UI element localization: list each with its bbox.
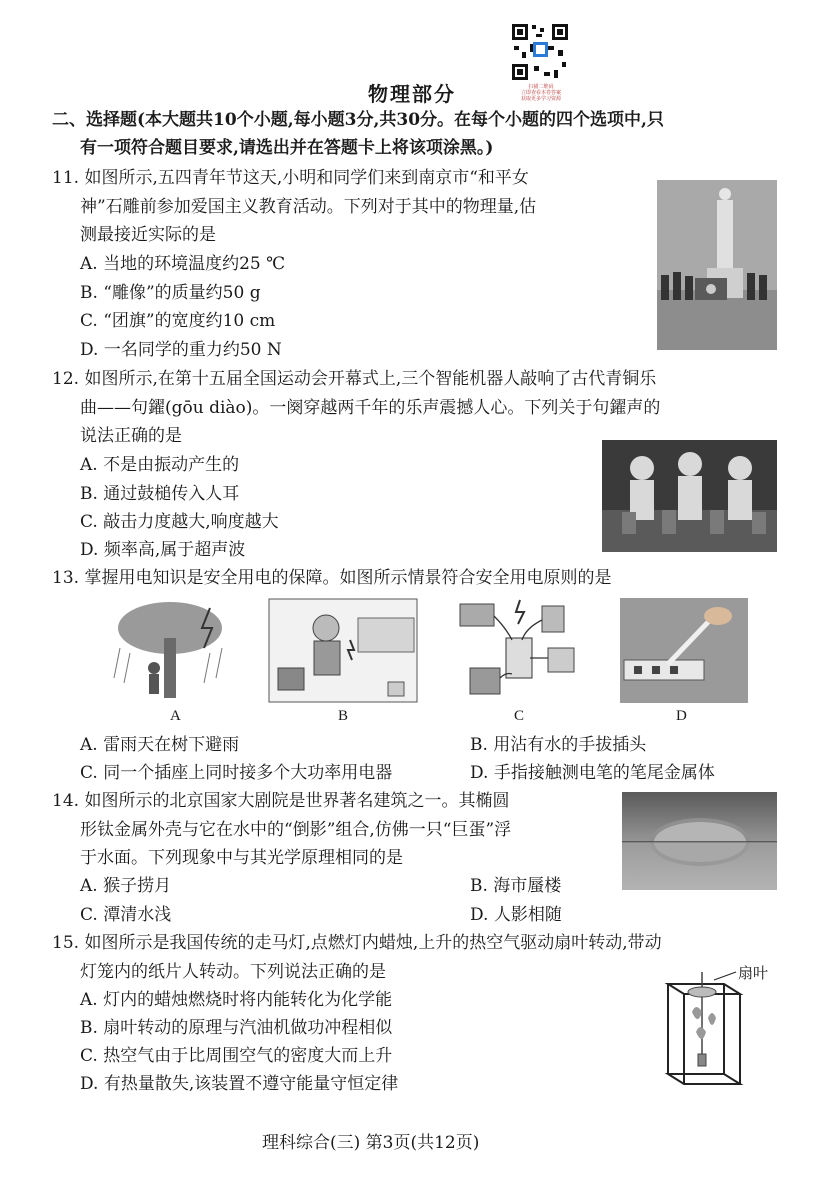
section-heading-line2: 有一项符合题目要求,请选出并在答题卡上将该项涂黑。)	[80, 138, 494, 158]
q14-theater-photo	[622, 792, 777, 890]
q13-option-c: C. 同一个插座上同时接多个大功率用电器	[80, 763, 393, 783]
q11-option-b: B. “雕像”的质量约50 g	[80, 283, 261, 303]
q15-lantern-figure	[662, 962, 746, 1092]
section-heading-line1: 二、选择题(本大题共10个小题,每小题3分,共30分。在每个小题的四个选项中,只	[52, 110, 664, 130]
q15-stem-line1: 15. 如图所示是我国传统的走马灯,点燃灯内蜡烛,上升的热空气驱动扇叶转动,带动	[52, 933, 662, 953]
q12-option-b: B. 通过鼓槌传入人耳	[80, 484, 240, 504]
q13-figure-a	[110, 598, 238, 703]
q14-option-b: B. 海市蜃楼	[470, 876, 562, 896]
q15-figure-label: 扇叶	[738, 964, 769, 982]
q12-stem-line1: 12. 如图所示,在第十五届全国运动会开幕式上,三个智能机器人敲响了古代青铜乐	[52, 369, 657, 389]
q13-caption-a: A	[170, 708, 181, 724]
q11-option-d: D. 一名同学的重力约50 N	[80, 340, 282, 360]
q13-stem: 13. 掌握用电知识是安全用电的保障。如图所示情景符合安全用电原则的是	[52, 568, 612, 588]
qr-caption: 扫描二维码 立即查看本卷答案 获取更多学习资源	[520, 84, 561, 102]
q15-stem-line2: 灯笼内的纸片人转动。下列说法正确的是	[80, 962, 386, 982]
q14-option-c: C. 潭清水浅	[80, 905, 172, 925]
q14-stem-line2: 形钛金属外壳与它在水中的“倒影”组合,仿佛一只“巨蛋”浮	[80, 820, 512, 840]
q14-stem-line3: 于水面。下列现象中与其光学原理相同的是	[80, 848, 403, 868]
qr-code	[510, 22, 570, 82]
q13-figure-d	[620, 598, 748, 703]
q14-stem-line1: 14. 如图所示的北京国家大剧院是世界著名建筑之一。其椭圆	[52, 791, 510, 811]
q11-stem-line1: 11. 如图所示,五四青年节这天,小明和同学们来到南京市“和平女	[52, 168, 529, 188]
q11-option-c: C. “团旗”的宽度约10 cm	[80, 311, 276, 331]
q11-stem-line3: 测最接近实际的是	[80, 225, 216, 245]
q13-option-a: A. 雷雨天在树下避雨	[80, 735, 240, 755]
q15-option-a: A. 灯内的蜡烛燃烧时将内能转化为化学能	[80, 990, 393, 1010]
page-footer: 理科综合(三) 第3页(共12页)	[262, 1133, 480, 1153]
q13-figure-c	[456, 598, 584, 703]
page-title: 物理部分	[368, 82, 456, 106]
q13-option-b: B. 用沾有水的手拔插头	[470, 735, 647, 755]
q12-option-c: C. 敲击力度越大,响度越大	[80, 512, 279, 532]
q15-option-c: C. 热空气由于比周围空气的密度大而上升	[80, 1046, 393, 1066]
q13-caption-c: C	[514, 708, 525, 724]
q12-stem-line2: 曲——句鑃(gōu diào)。一阕穿越两千年的乐声震撼人心。下列关于句鑃声的	[80, 398, 661, 418]
q13-caption-d: D	[676, 708, 687, 724]
q12-robot-photo	[602, 440, 777, 552]
q12-option-d: D. 频率高,属于超声波	[80, 540, 246, 560]
q15-option-d: D. 有热量散失,该装置不遵守能量守恒定律	[80, 1074, 399, 1094]
q15-option-b: B. 扇叶转动的原理与汽油机做功冲程相似	[80, 1018, 393, 1038]
q12-option-a: A. 不是由振动产生的	[80, 455, 240, 475]
q14-option-d: D. 人影相随	[470, 905, 562, 925]
q11-stem-line2: 神”石雕前参加爱国主义教育活动。下列对于其中的物理量,估	[80, 197, 537, 217]
q12-stem-line3: 说法正确的是	[80, 426, 182, 446]
q13-figure-b	[268, 598, 418, 703]
q11-statue-photo	[657, 180, 777, 350]
q13-option-d: D. 手指接触测电笔的笔尾金属体	[470, 763, 715, 783]
q13-caption-b: B	[338, 708, 349, 724]
q11-option-a: A. 当地的环境温度约25 ℃	[80, 254, 286, 274]
q14-option-a: A. 猴子捞月	[80, 876, 172, 896]
